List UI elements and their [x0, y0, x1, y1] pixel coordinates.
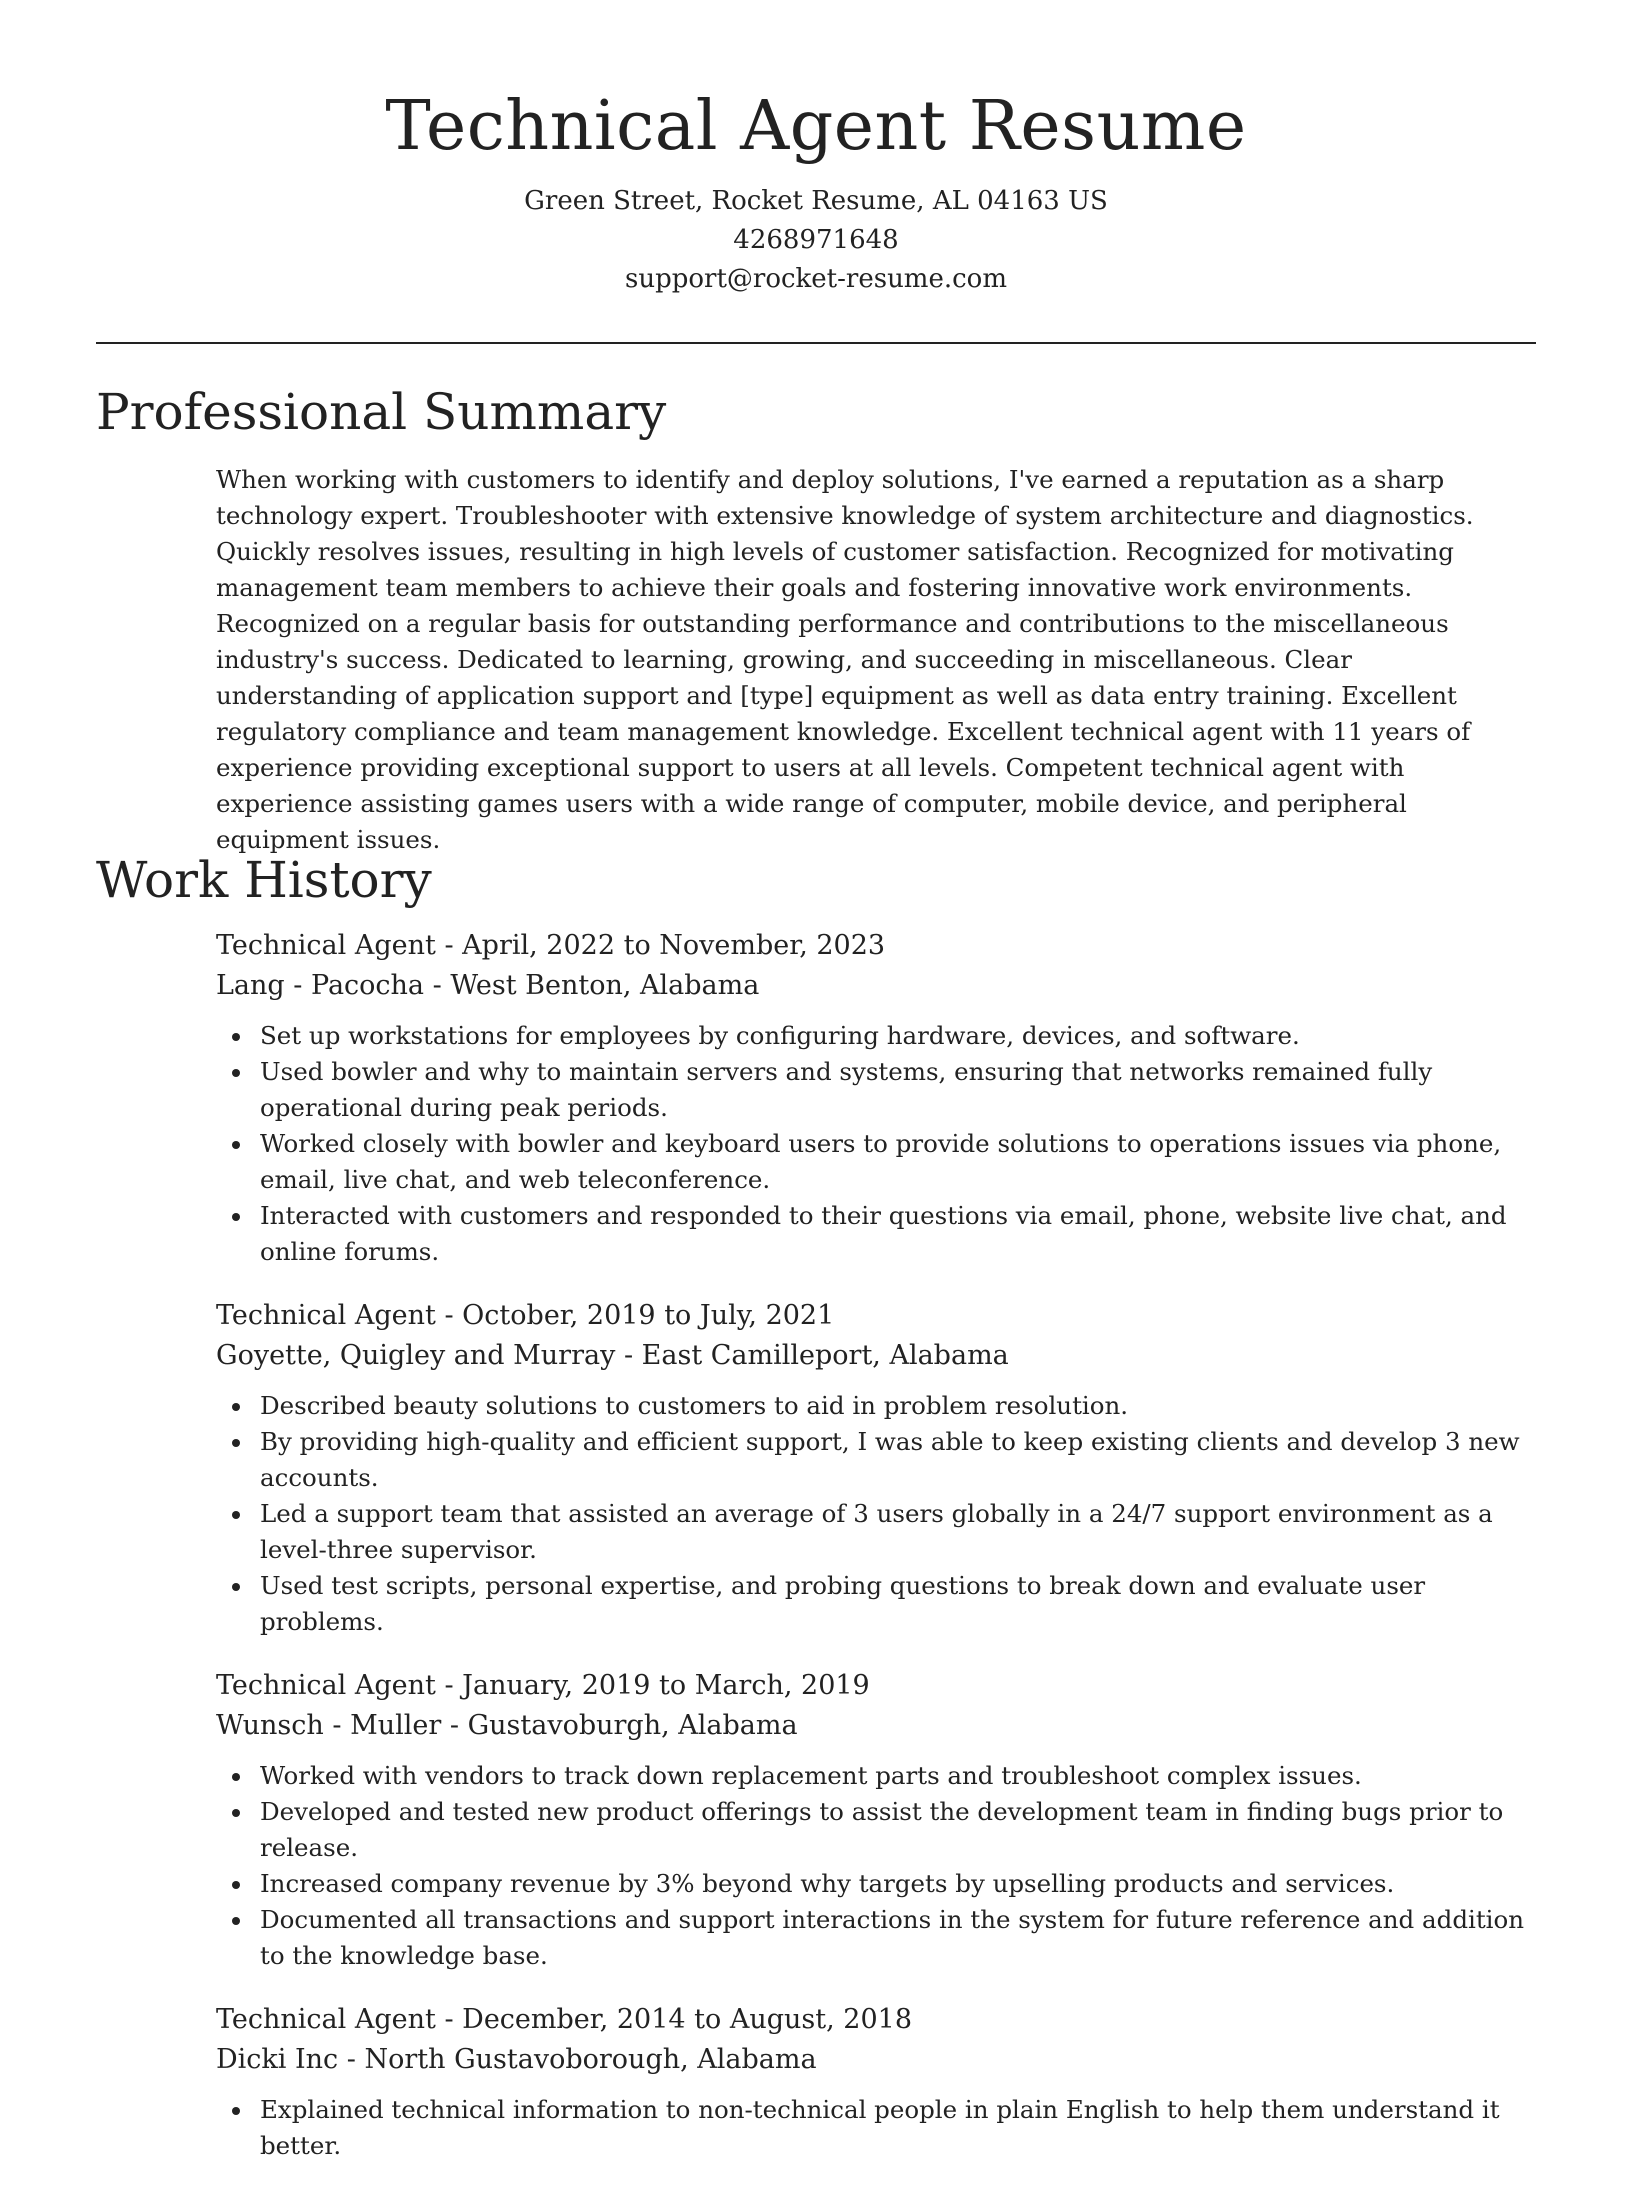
work-history-heading: Work History: [96, 851, 432, 909]
job-entry: [216, 1296, 1536, 1640]
job-entry: [216, 926, 1536, 1270]
job-bullet: Worked with vendors to track down replacement parts and troubleshoot complex issues.: [260, 1758, 1536, 1794]
job-bullet: By providing high-quality and efficient support, I was able to keep existing clients and develop 3 new accounts.: [260, 1424, 1536, 1496]
job-company: Lang - Pacocha: [216, 970, 425, 1001]
job-title: Technical Agent: [216, 2004, 436, 2035]
job-company-line: Dicki Inc - North Gustavoborough, Alabama: [216, 2044, 817, 2075]
job-bullets: [216, 1758, 1536, 1974]
job-title-line: Technical Agent - April, 2022 to November, 2023: [216, 930, 886, 961]
summary-heading: Professional Summary: [96, 383, 667, 441]
job-dates: January, 2019 to March, 2019: [462, 1670, 870, 1701]
job-location: Gustavoburgh, Alabama: [467, 1710, 798, 1741]
job-title: Technical Agent: [216, 930, 436, 961]
summary-text: When working with customers to identify and deploy solutions, I've earned a reputation as a sharp technology expert. Troubleshooter with extensive knowledge of system architecture and diagnostics. Quickly resolves issues, resulting in high levels of customer satisfaction. Recognized for motivating management team members to achieve their goals and fostering innovative work environments. Recognized on a regular basis for outstanding performance and contributions to the miscellaneous industry's success. Dedicated to learning, growing, and succeeding in miscellaneous. Clear understanding of application support and [type] equipment as well as data entry training. Excellent regulatory compliance and team management knowledge. Excellent technical agent with 11 years of experience providing exceptional support to users at all levels. Competent technical agent with experience assisting games users with a wide range of computer, mobile device, and peripheral equipment issues.: [216, 465, 1474, 854]
contact-address: Green Street, Rocket Resume, AL 04163 US: [524, 186, 1108, 216]
header-divider: [96, 342, 1536, 344]
job-location: West Benton, Alabama: [450, 970, 760, 1001]
job-bullet: Worked closely with bowler and keyboard users to provide solutions to operations issues via phone, email, live chat, and web teleconference.: [260, 1126, 1536, 1198]
job-company: Dicki Inc: [216, 2044, 339, 2075]
job-bullets: [216, 1018, 1536, 1270]
job-company-line: Goyette, Quigley and Murray - East Camilleport, Alabama: [216, 1340, 1009, 1371]
contact-phone: 4268971648: [733, 225, 899, 255]
job-company-line: Lang - Pacocha - West Benton, Alabama: [216, 970, 760, 1001]
resume-title: Technical Agent Resume: [385, 87, 1247, 166]
job-title: Technical Agent: [216, 1300, 436, 1331]
job-bullet: Used test scripts, personal expertise, and probing questions to break down and evaluate user problems.: [260, 1568, 1536, 1640]
job-bullet: Documented all transactions and support interactions in the system for future reference and addition to the knowledge base.: [260, 1902, 1536, 1974]
job-title-line: Technical Agent - December, 2014 to August, 2018: [216, 2004, 912, 2035]
job-location: East Camilleport, Alabama: [641, 1340, 1009, 1371]
job-company: Wunsch - Muller: [216, 1710, 442, 1741]
contact-info: [0, 182, 1632, 299]
job-entry: [216, 2000, 1536, 2164]
job-bullet: Increased company revenue by 3% beyond why targets by upselling products and services.: [260, 1866, 1536, 1902]
job-dates: December, 2014 to August, 2018: [462, 2004, 912, 2035]
resume-header: [0, 0, 1632, 299]
job-bullet: Described beauty solutions to customers to aid in problem resolution.: [260, 1388, 1536, 1424]
job-title-line: Technical Agent - October, 2019 to July, 2021: [216, 1300, 835, 1331]
job-bullet: Developed and tested new product offerings to assist the development team in finding bugs prior to release.: [260, 1794, 1536, 1866]
job-title-line: Technical Agent - January, 2019 to March, 2019: [216, 1670, 870, 1701]
job-entry: [216, 1666, 1536, 1974]
job-bullet: Used bowler and why to maintain servers and systems, ensuring that networks remained fully operational during peak periods.: [260, 1054, 1536, 1126]
job-bullets: [216, 1388, 1536, 1640]
job-bullet: Interacted with customers and responded to their questions via email, phone, website live chat, and online forums.: [260, 1198, 1536, 1270]
job-bullet: Explained technical information to non-technical people in plain English to help them understand it better.: [260, 2092, 1536, 2164]
job-dates: April, 2022 to November, 2023: [462, 930, 886, 961]
job-dates: October, 2019 to July, 2021: [462, 1300, 835, 1331]
job-location: North Gustavoborough, Alabama: [364, 2044, 817, 2075]
job-bullet: Set up workstations for employees by configuring hardware, devices, and software.: [260, 1018, 1536, 1054]
job-bullets: [216, 2092, 1536, 2164]
job-company-line: Wunsch - Muller - Gustavoburgh, Alabama: [216, 1710, 798, 1741]
job-title: Technical Agent: [216, 1670, 436, 1701]
contact-email: support@rocket-resume.com: [624, 264, 1007, 294]
job-bullet: Led a support team that assisted an average of 3 users globally in a 24/7 support environment as a level-three supervisor.: [260, 1496, 1536, 1568]
job-company: Goyette, Quigley and Murray: [216, 1340, 616, 1371]
work-history-list: [216, 926, 1536, 2190]
